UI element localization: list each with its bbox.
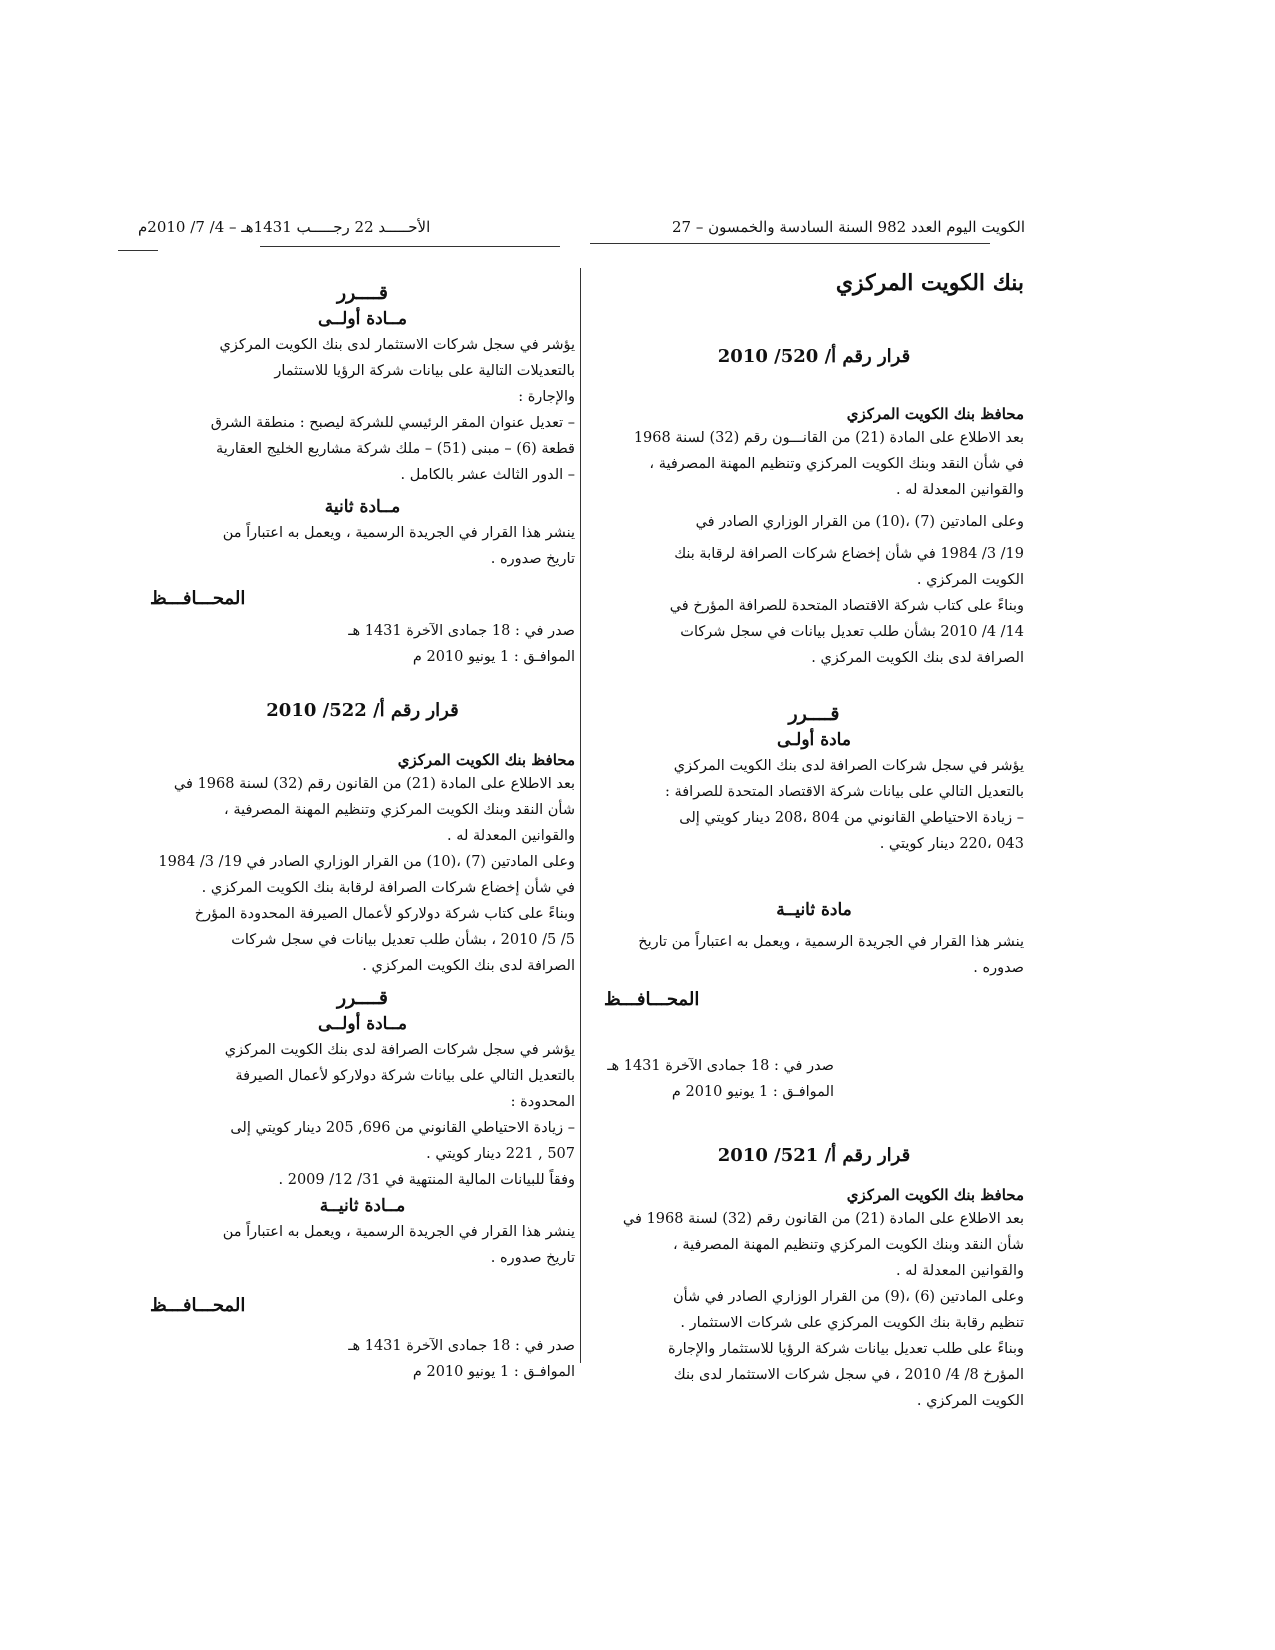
corresponding-date: الموافـق : 1 يونيو 2010 م	[412, 1364, 575, 1380]
bank-title: بنك الكويت المركزي	[835, 270, 1024, 296]
article-line: بالتعديل التالي على بيانات شركة الاقتصاد المتحدة للصرافة :	[664, 784, 1024, 800]
qarar-heading: قــــرر	[336, 987, 388, 1009]
preamble-line: وعلى المادتين (6) ،(9) من القرار الوزاري الصادر في شأن	[672, 1289, 1024, 1305]
preamble-line: شأن النقد وبنك الكويت المركزي وتنظيم المهنة المصرفية ،	[224, 802, 575, 818]
preamble-line: المؤرخ 8/ 4/ 2010 ، في سجل شركات الاستثمار لدى بنك	[673, 1367, 1024, 1383]
preamble-line: 14/ 4/ 2010 بشأن طلب تعديل بيانات في سجل شركات	[680, 624, 1024, 640]
article-line: يؤشر في سجل شركات الصرافة لدى بنك الكويت المركزي	[224, 1042, 575, 1058]
column-divider	[580, 268, 581, 1363]
page-header-right: الكويت اليوم العدد 982 السنة السادسة والخمسون – 27	[671, 218, 1025, 236]
header-rule-left-short	[118, 250, 158, 251]
preamble-line: وبناءً على كتاب شركة دولاركو لأعمال الصيرفة المحدودة المؤرخ	[194, 906, 575, 922]
qarar-heading: قــــرر	[788, 703, 840, 725]
issued-date: صدر في : 18 جمادى الآخرة 1431 هـ	[607, 1058, 834, 1074]
article-line: بالتعديل التالي على بيانات شركة دولاركو لأعمال الصيرفة	[235, 1068, 575, 1084]
preamble-line: والقوانين المعدلة له .	[895, 482, 1024, 498]
left-column	[150, 280, 575, 1385]
governor-signature: المحـــافـــظ	[604, 989, 700, 1010]
article-line: ينشر هذا القرار في الجريدة الرسمية ، ويعمل به اعتباراً من تاريخ	[638, 934, 1024, 950]
decision-521-title: قرار رقم أ/ 521/ 2010	[717, 1145, 911, 1166]
article-line: ينشر هذا القرار في الجريدة الرسمية ، ويعمل به اعتباراً من	[222, 525, 575, 541]
article-line: قطعة (6) – مبنى (51) – ملك شركة مشاريع الخليج العقارية	[216, 441, 575, 457]
article-line: تاريخ صدوره .	[490, 551, 575, 567]
article-1-heading: مــادة أولــى	[318, 309, 407, 329]
governor-heading: محافظ بنك الكويت المركزي	[846, 1186, 1024, 1204]
article-1-heading: مــادة أولــى	[318, 1014, 407, 1034]
preamble-line: تنظيم رقابة بنك الكويت المركزي على شركات الاستثمار .	[680, 1315, 1024, 1331]
article-2-heading: مــادة ثانيــة	[319, 1196, 406, 1216]
right-column	[604, 270, 1024, 1414]
preamble-line: وعلى المادتين (7) ،(10) من القرار الوزاري الصادر في	[695, 514, 1024, 530]
article-line: – زيادة الاحتياطي القانوني من 804 ،208 دينار كويتي إلى	[679, 810, 1024, 826]
article-line: يؤشر في سجل شركات الاستثمار لدى بنك الكويت المركزي	[219, 337, 575, 353]
preamble-line: وبناءً على طلب تعديل بيانات شركة الرؤيا للاستثمار والإجارة	[667, 1341, 1024, 1357]
article-2-heading: مادة ثانيــة	[776, 900, 852, 920]
preamble-line: 19/ 3/ 1984 في شأن إخضاع شركات الصرافة لرقابة بنك	[674, 546, 1024, 562]
article-line: بالتعديلات التالية على بيانات شركة الرؤيا للاستثمار	[274, 363, 575, 379]
article-line: 043 ،220 دينار كويتي .	[879, 836, 1024, 852]
preamble-line: الكويت المركزي .	[916, 572, 1024, 588]
preamble-line: وبناءً على كتاب شركة الاقتصاد المتحدة للصرافة المؤرخ في	[669, 598, 1024, 614]
preamble-line: بعد الاطلاع على المادة (21) من القانون رقم (32) لسنة 1968 في	[173, 776, 575, 792]
governor-signature: المحـــافـــظ	[150, 588, 246, 609]
article-line: – الدور الثالث عشر بالكامل .	[400, 467, 575, 483]
preamble-line: الصرافة لدى بنك الكويت المركزي .	[362, 958, 575, 974]
governor-heading: محافظ بنك الكويت المركزي	[846, 405, 1024, 423]
preamble-line: الكويت المركزي .	[916, 1393, 1024, 1409]
decision-520-preamble	[604, 425, 1024, 671]
header-rule-left	[260, 246, 560, 247]
issued-date: صدر في : 18 جمادى الآخرة 1431 هـ	[348, 623, 575, 639]
article-line: – تعديل عنوان المقر الرئيسي للشركة ليصبح : منطقة الشرق	[210, 415, 575, 431]
article-line: صدوره .	[973, 960, 1024, 976]
qarar-heading: قــــرر	[336, 282, 388, 304]
article-line: 507 , 221 دينار كويتي .	[426, 1146, 575, 1162]
preamble-line: في شأن النقد وبنك الكويت المركزي وتنظيم المهنة المصرفية ،	[649, 456, 1024, 472]
preamble-line: الصرافة لدى بنك الكويت المركزي .	[811, 650, 1024, 666]
article-line: وفقاً للبيانات المالية المنتهية في 31/ 12/ 2009 .	[278, 1172, 575, 1188]
preamble-line: والقوانين المعدلة له .	[446, 828, 575, 844]
decision-522-title: قرار رقم أ/ 522/ 2010	[266, 700, 459, 721]
article-2-heading: مــادة ثانية	[324, 497, 401, 517]
corresponding-date: الموافـق : 1 يونيو 2010 م	[671, 1084, 834, 1100]
page-header-left: الأحـــــد 22 رجـــــب 1431هـ – 4/ 7/ 2010م	[138, 218, 431, 236]
article-line: – زيادة الاحتياطي القانوني من 696, 205 دينار كويتي إلى	[230, 1120, 575, 1136]
governor-signature: المحـــافـــظ	[150, 1295, 246, 1316]
preamble-line: 5/ 5/ 2010 ، بشأن طلب تعديل بيانات في سجل شركات	[231, 932, 575, 948]
preamble-line: والقوانين المعدلة له .	[895, 1263, 1024, 1279]
article-1-heading: مادة أولـى	[777, 730, 851, 750]
article-line: تاريخ صدوره .	[490, 1250, 575, 1266]
article-line: ينشر هذا القرار في الجريدة الرسمية ، ويعمل به اعتباراً من	[222, 1224, 575, 1240]
article-line: المحدودة :	[510, 1094, 575, 1110]
article-line: والإجارة :	[518, 389, 575, 405]
issued-date: صدر في : 18 جمادى الآخرة 1431 هـ	[348, 1338, 575, 1354]
corresponding-date: الموافـق : 1 يونيو 2010 م	[412, 649, 575, 665]
decision-520-title: قرار رقم أ/ 520/ 2010	[717, 346, 911, 367]
preamble-line: في شأن إخضاع شركات الصرافة لرقابة بنك الكويت المركزي .	[201, 880, 575, 896]
article-line: يؤشر في سجل شركات الصرافة لدى بنك الكويت المركزي	[673, 758, 1024, 774]
preamble-line: بعد الاطلاع على المادة (21) من القانـــون رقم (32) لسنة 1968	[633, 430, 1024, 446]
governor-heading: محافظ بنك الكويت المركزي	[397, 751, 575, 769]
preamble-line: شأن النقد وبنك الكويت المركزي وتنظيم المهنة المصرفية ،	[673, 1237, 1024, 1253]
preamble-line: بعد الاطلاع على المادة (21) من القانون رقم (32) لسنة 1968 في	[622, 1211, 1024, 1227]
header-rule-right	[590, 243, 990, 244]
preamble-line: وعلى المادتين (7) ،(10) من القرار الوزاري الصادر في 19/ 3/ 1984	[158, 854, 575, 870]
